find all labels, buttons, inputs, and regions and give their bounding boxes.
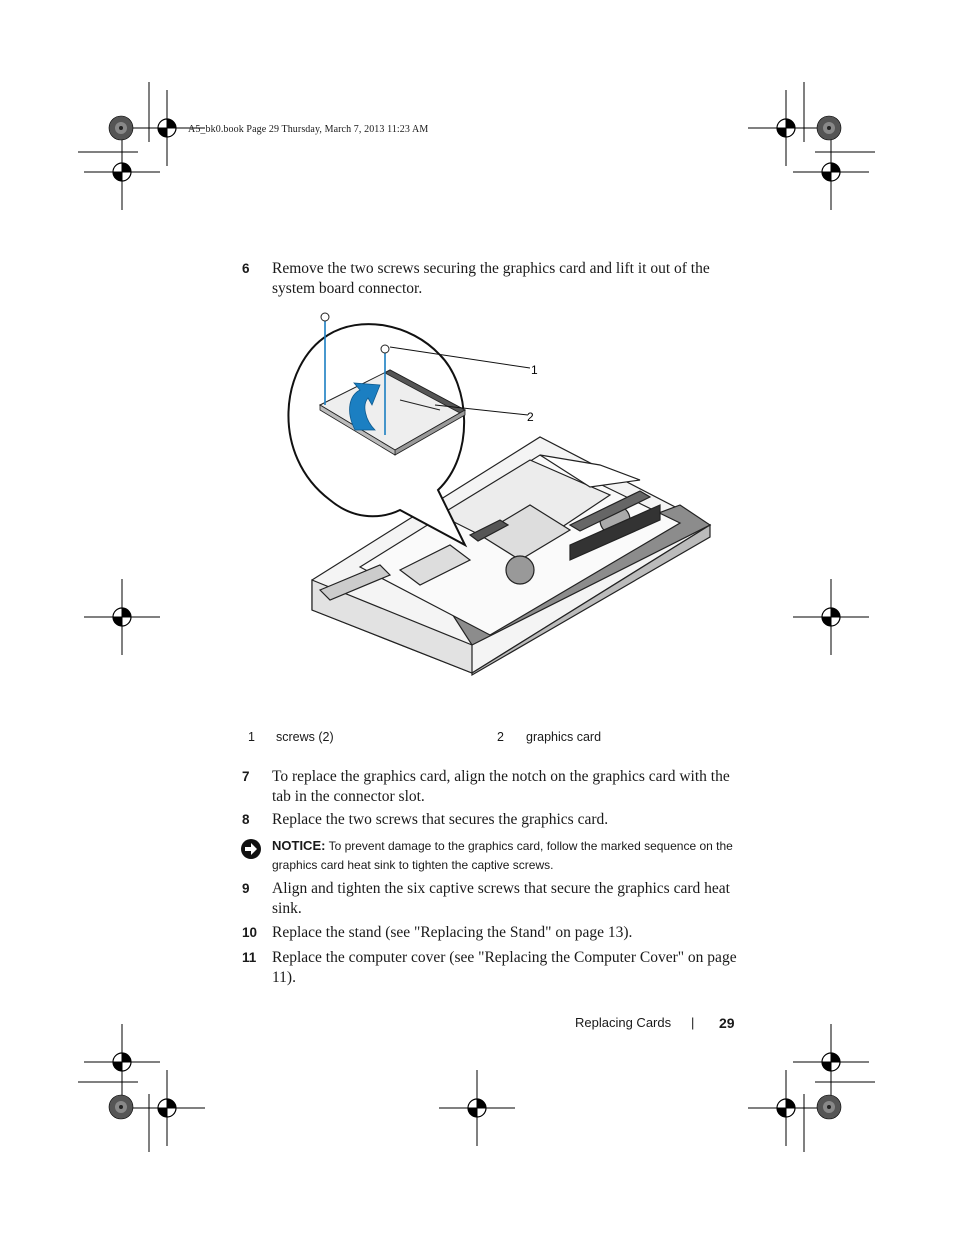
legend-label-1: screws (2) [276, 730, 334, 744]
footer-separator: | [691, 1015, 695, 1030]
step-6 [242, 259, 742, 299]
step-number: 9 [242, 881, 250, 896]
screw-icon [381, 345, 389, 353]
step-text: Remove the two screws securing the graphics card and lift it out of the system board connector. [272, 260, 710, 297]
step-number: 7 [242, 769, 250, 784]
notice-text: To prevent damage to the graphics card, follow the marked sequence on the graphics card heat sink to tighten the captive screws. [272, 839, 733, 872]
step-text: To replace the graphics card, align the notch on the graphics card with the tab in the connector slot. [272, 768, 730, 805]
step-11 [242, 948, 742, 988]
step-7 [242, 767, 742, 807]
page-number: 29 [719, 1015, 735, 1031]
step-10 [242, 923, 742, 943]
step-text: Replace the computer cover (see "Replacing the Computer Cover" on page 11). [272, 949, 737, 986]
graphics-card-figure [240, 305, 730, 685]
legend-num-1: 1 [248, 730, 255, 744]
step-number: 10 [242, 925, 258, 940]
legend-label-2: graphics card [526, 730, 602, 744]
step-8 [242, 810, 742, 830]
callout-label-1: 1 [531, 363, 538, 377]
callout-label-2: 2 [527, 410, 534, 424]
step-text: Align and tighten the six captive screws that secure the graphics card heat sink. [272, 880, 730, 917]
step-text: Replace the two screws that secures the graphics card. [272, 811, 609, 828]
legend-num-2: 2 [497, 730, 504, 744]
step-number: 6 [242, 261, 250, 276]
footer-section: Replacing Cards [575, 1015, 672, 1030]
notice-arrow-icon [240, 838, 262, 860]
screw-icon [321, 313, 329, 321]
step-9 [242, 879, 742, 919]
print-slug: A5_bk0.book Page 29 Thursday, March 7, 2013 11:23 AM [188, 124, 429, 135]
step-text: Replace the stand (see "Replacing the Stand" on page 13). [272, 924, 633, 941]
step-number: 11 [242, 950, 257, 965]
notice-label: NOTICE: [272, 838, 326, 853]
step-number: 8 [242, 812, 250, 827]
